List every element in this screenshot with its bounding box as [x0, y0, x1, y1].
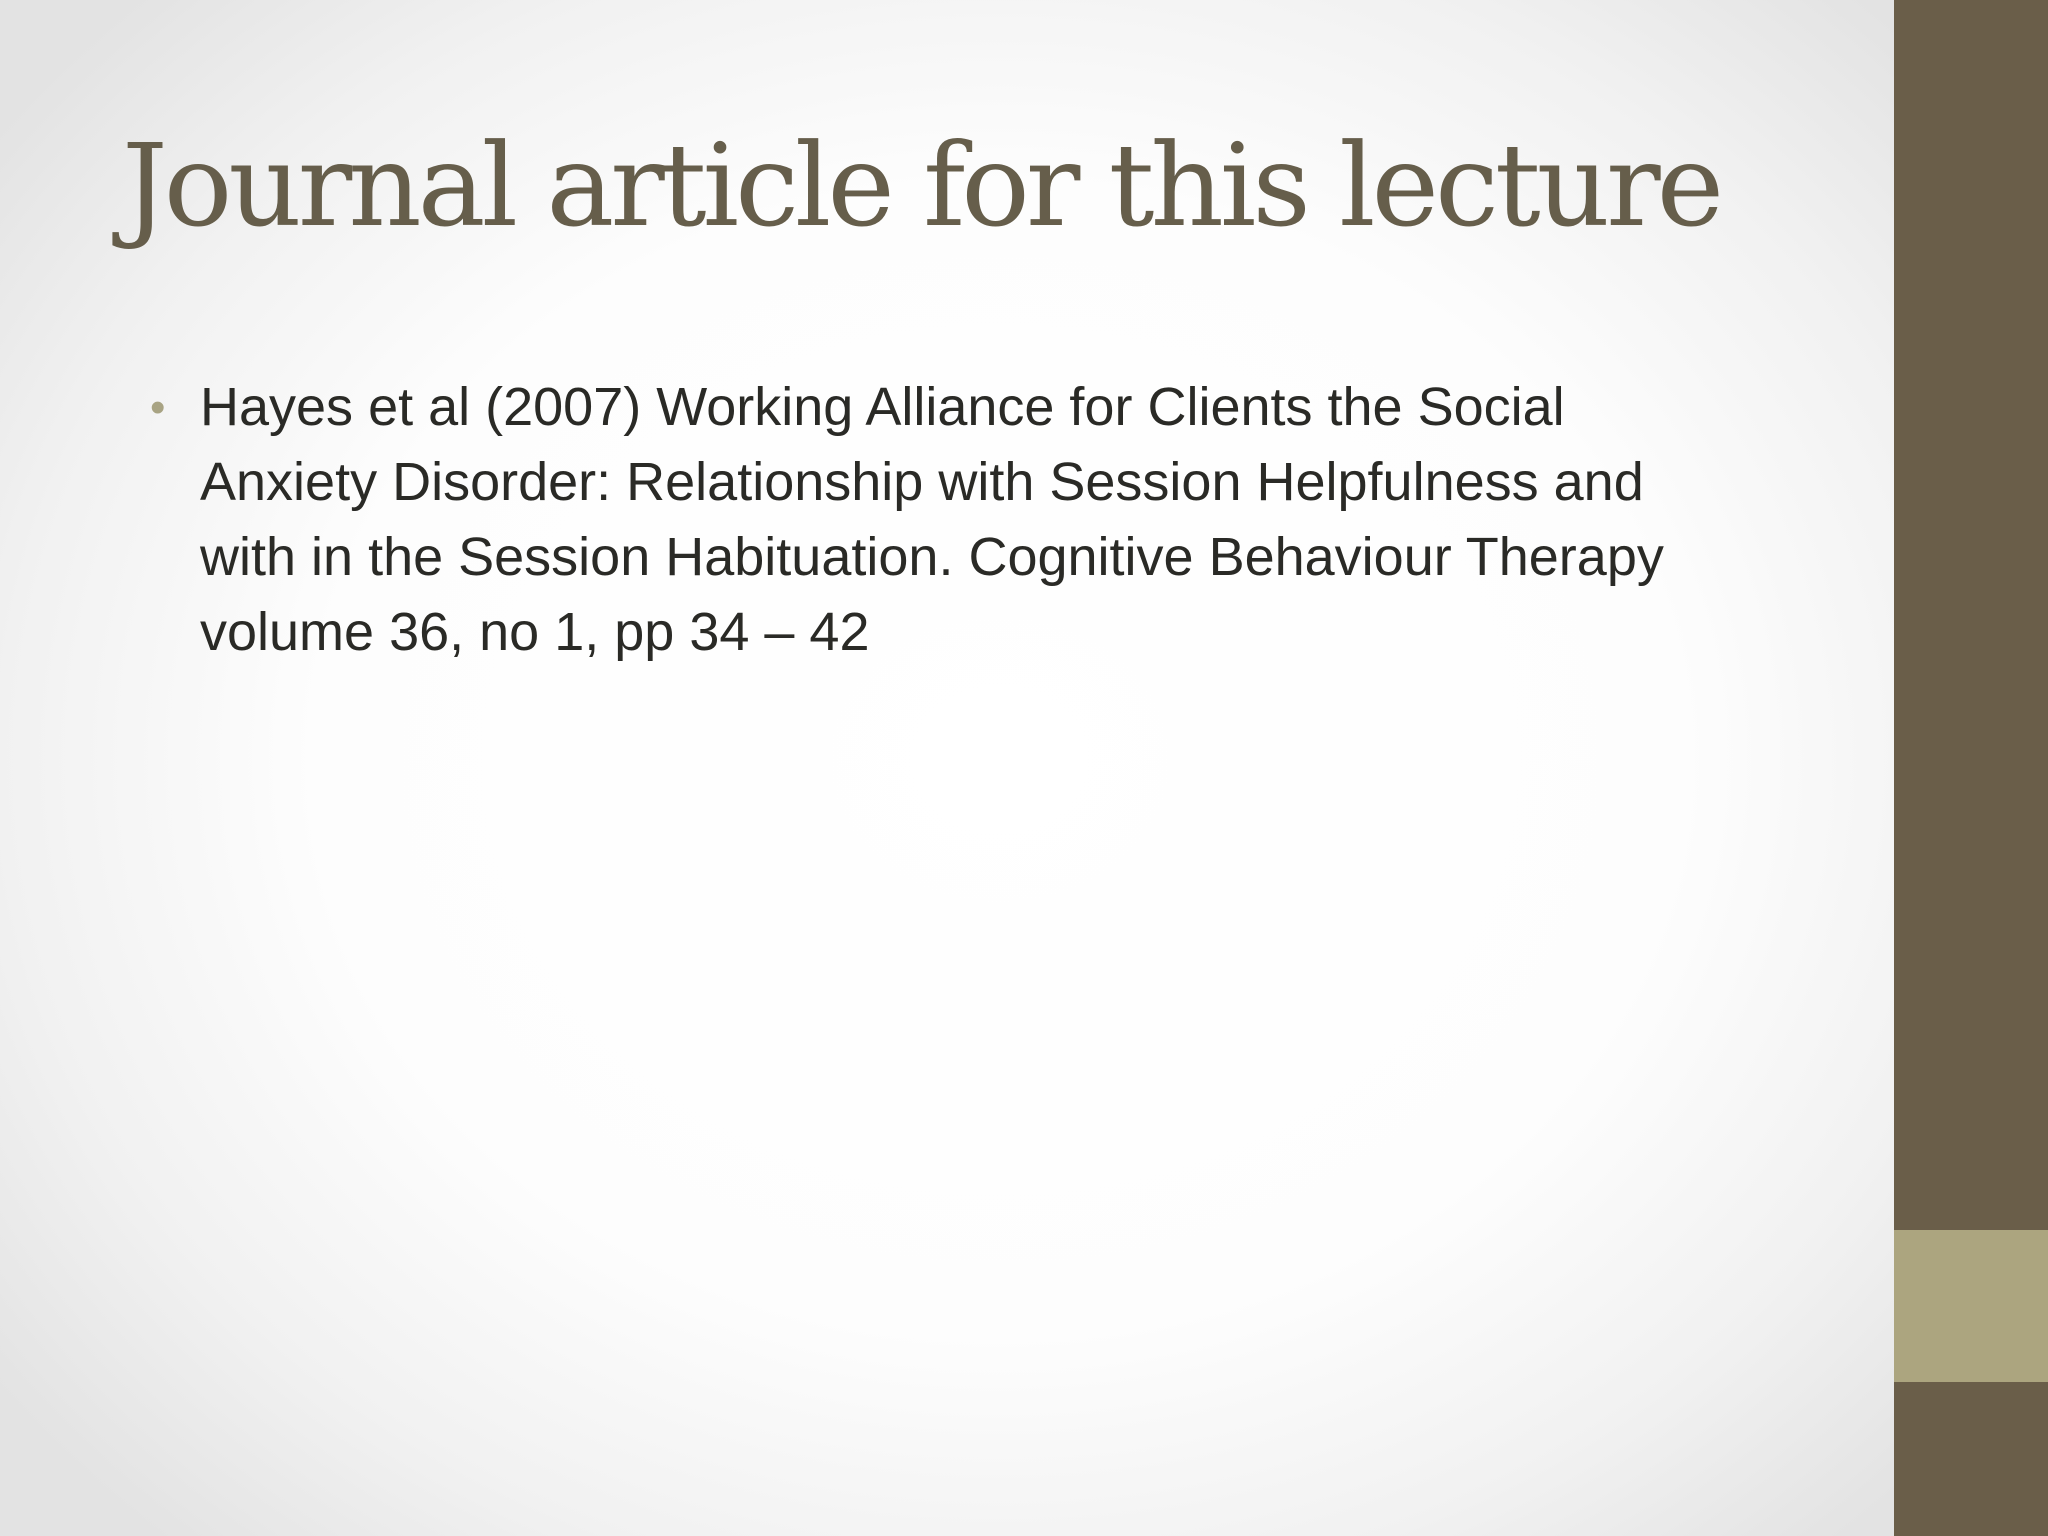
- citation-line-2: Anxiety Disorder: Relationship with Session Helpfulness and: [200, 452, 1644, 512]
- citation-line-3: with in the Session Habituation. Cognitive Behaviour Therapy: [200, 527, 1664, 587]
- bullet-marker: •: [150, 383, 166, 432]
- citation-line-4: volume 36, no 1, pp 34 – 42: [200, 602, 870, 662]
- decorative-side-bar-accent: [1894, 1230, 2048, 1382]
- bullet-list: [150, 370, 1790, 670]
- slide-title: Journal article for this lecture: [122, 119, 1721, 252]
- citation-line-1: Hayes et al (2007) Working Alliance for Clients the Social: [200, 377, 1565, 437]
- bullet-item-citation: [150, 370, 1790, 670]
